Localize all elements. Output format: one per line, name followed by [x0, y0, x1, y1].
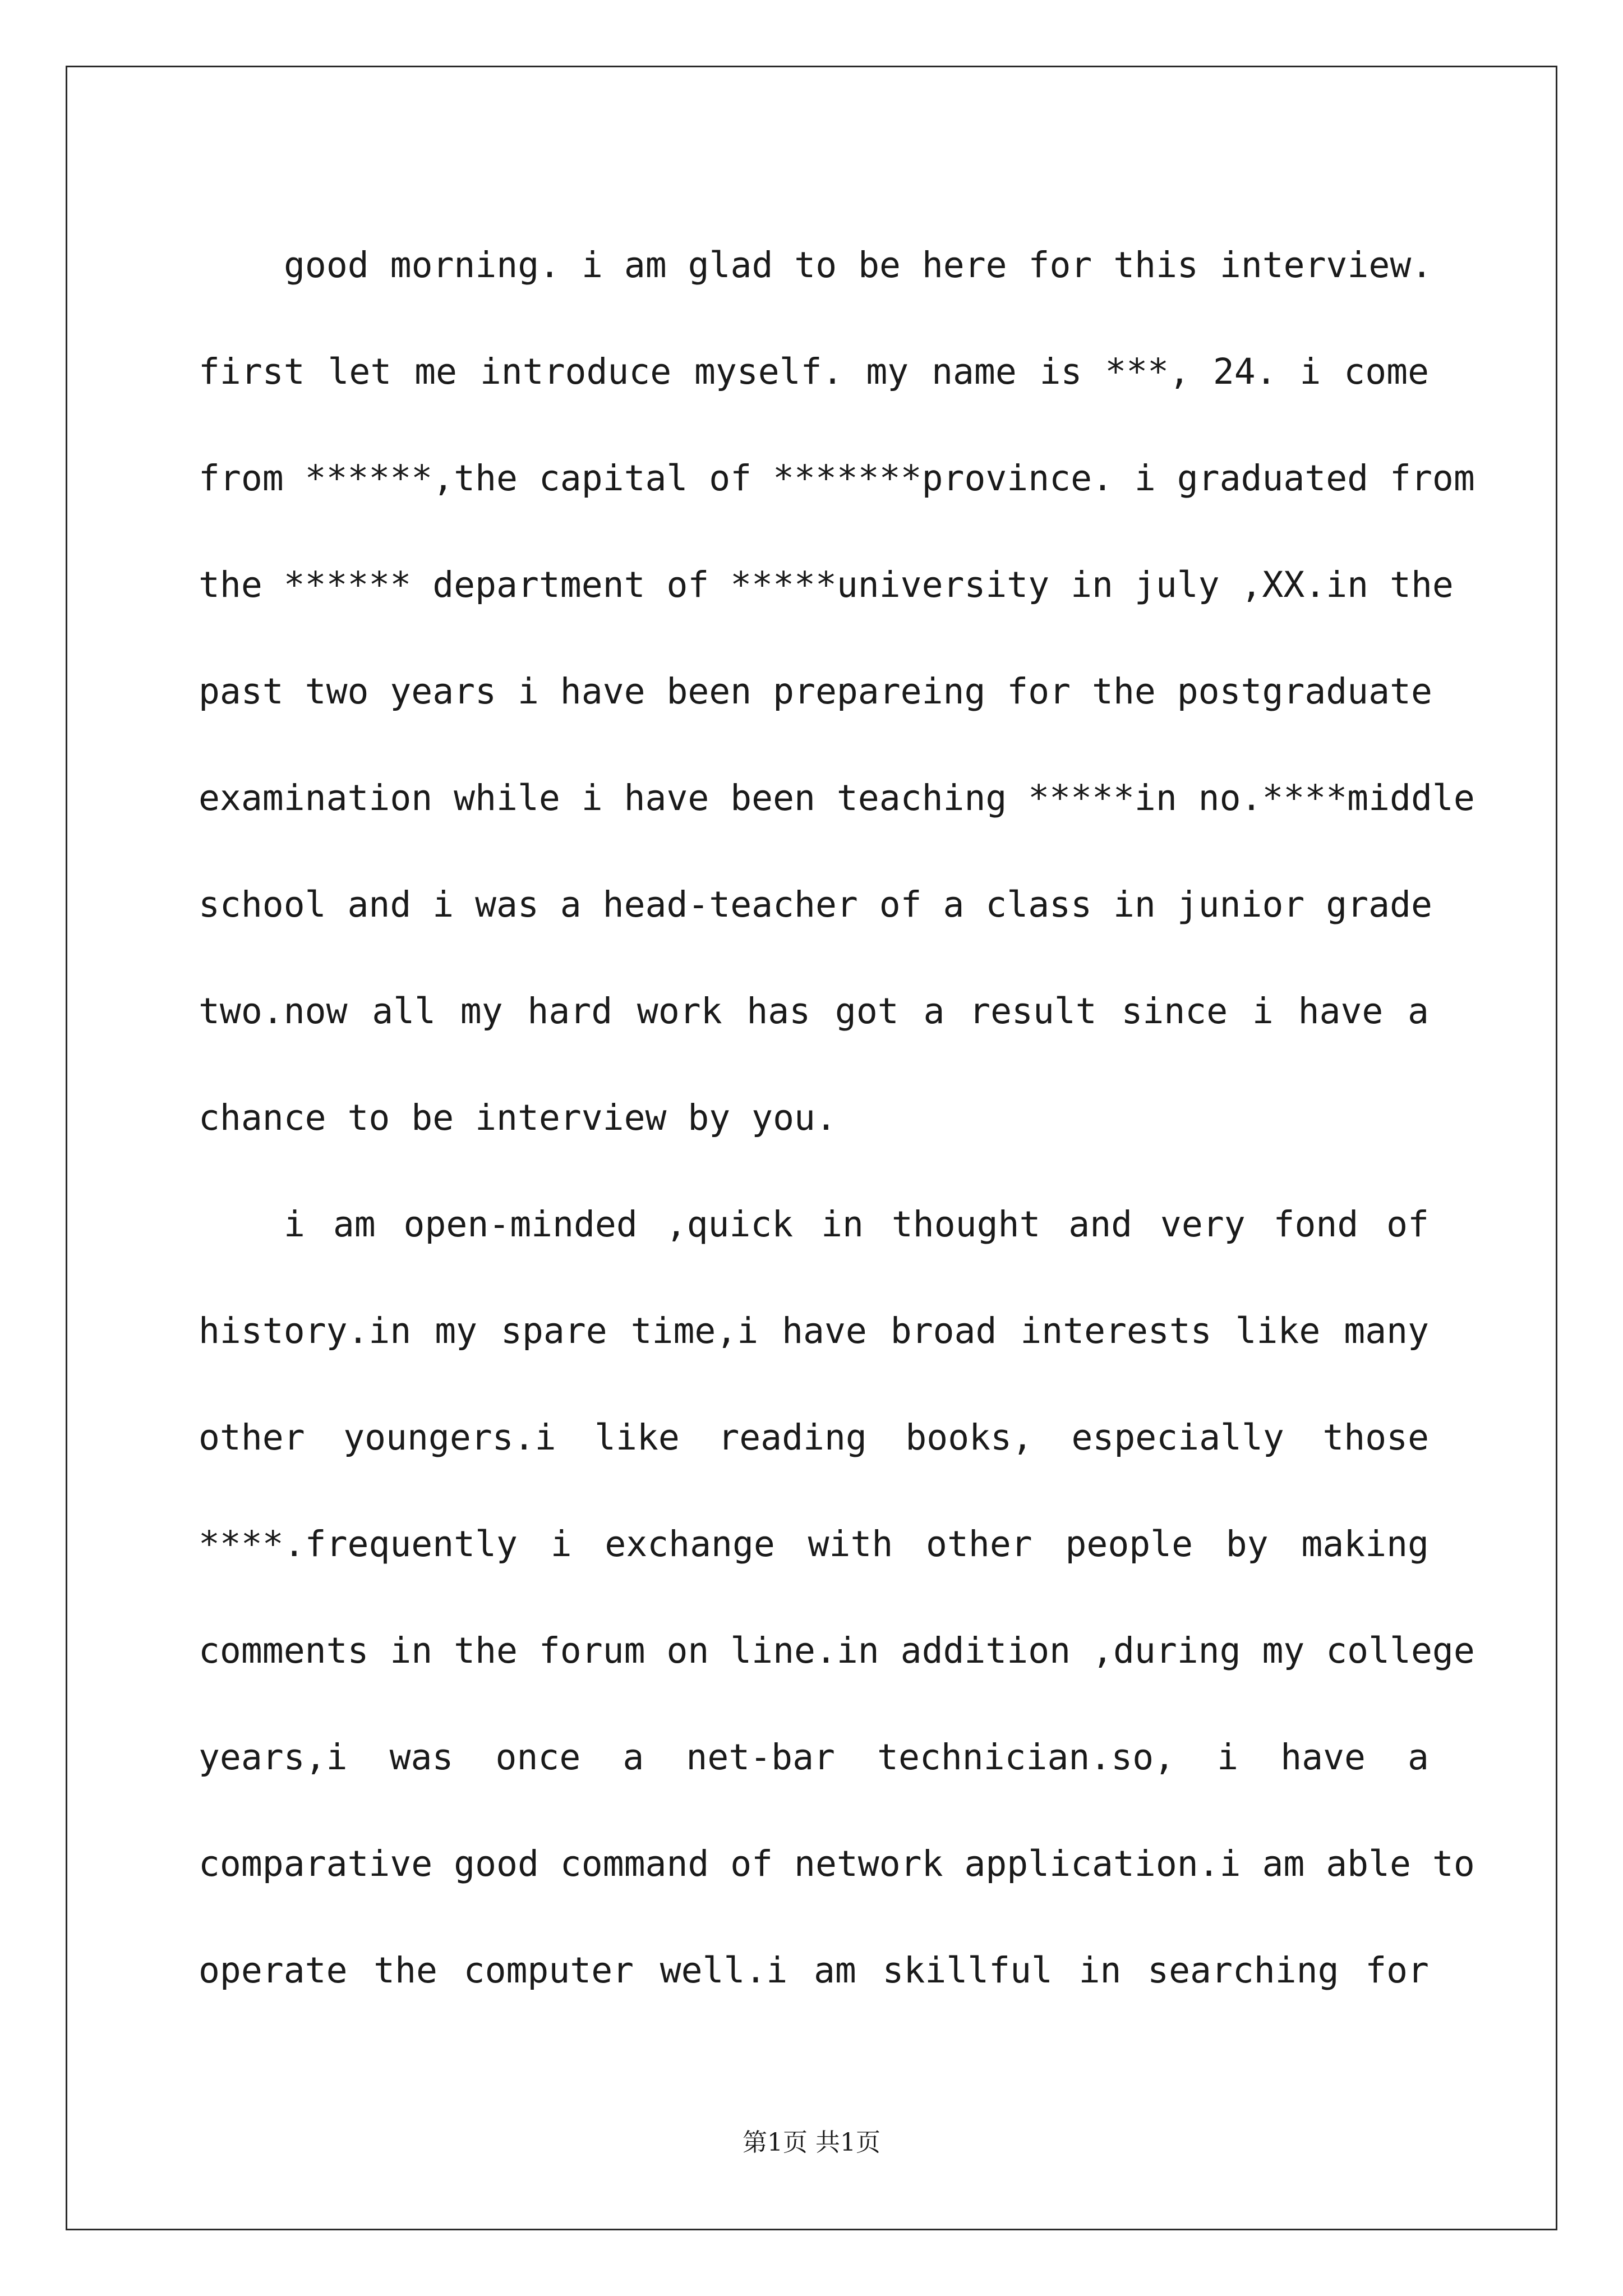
text-line: school and i was a head-teacher of a class in junior grade	[199, 884, 1432, 925]
text-line: comments in the forum on line.in addition ,during my college	[199, 1630, 1475, 1671]
text-line: two.now all my hard work has got a result since i have a	[199, 991, 1429, 1032]
text-line: past two years i have been prepareing for the postgraduate	[199, 671, 1432, 712]
paragraph-2	[199, 1171, 1475, 2024]
page-number-footer: 第1页 共1页	[743, 2128, 880, 2157]
text-line: operate the computer well.i am skillful in searching for	[199, 1950, 1429, 1991]
text-line: examination while i have been teaching *****in no.****middle	[199, 777, 1475, 818]
text-line: i am open-minded ,quick in thought and very fond of	[284, 1204, 1429, 1245]
text-line: ****.frequently i exchange with other people by making	[199, 1524, 1429, 1565]
text-line: the ****** department of *****university in july ,XX.in the	[199, 564, 1454, 605]
paragraph-1	[199, 212, 1475, 1171]
text-line: good morning. i am glad to be here for this interview.	[284, 245, 1433, 286]
text-line: comparative good command of network application.i am able to	[199, 1843, 1475, 1884]
text-line: history.in my spare time,i have broad interests like many	[199, 1310, 1429, 1351]
text-line: from ******,the capital of *******province. i graduated from	[199, 458, 1475, 499]
document-body	[199, 212, 1475, 2024]
text-line: chance to be interview by you.	[199, 1097, 837, 1138]
text-line: first let me introduce myself. my name is ***, 24. i come	[199, 351, 1429, 392]
text-line: other youngers.i like reading books, especially those	[199, 1417, 1429, 1458]
text-line: years,i was once a net-bar technician.so, i have a	[199, 1737, 1429, 1778]
